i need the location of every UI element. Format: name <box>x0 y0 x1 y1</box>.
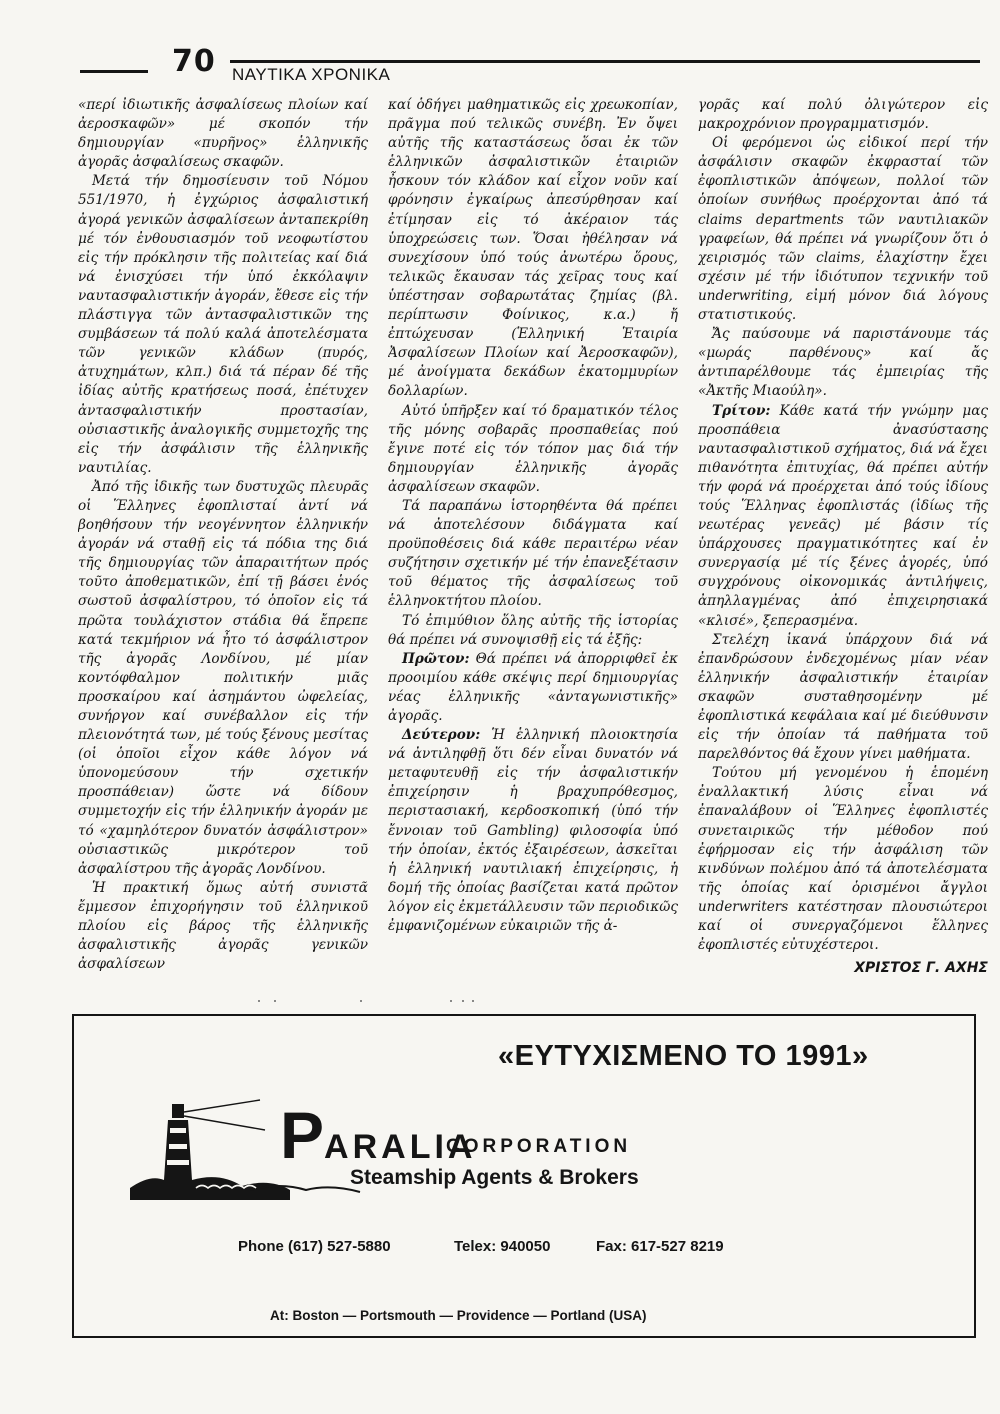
paragraph: Ἡ πρακτική ὅμως αὐτή συνιστᾶ ἔμμεσον ἐπιχορήγησιν τοῦ ἑλληνικοῦ πλοίου εἰς βάρος τῆς ἑλληνικῆς ἀσφαλιστικῆς ἀγορᾶς γενικῶν ἀσφαλίσεων <box>78 879 368 973</box>
point-first <box>388 650 678 726</box>
point-text: Θά πρέπει νά ἀπορριφθεῖ ἐκ προοιμίου κάθε σκέψις περί δημιουργίας νέας ἑλληνικῆς «ἀνταγωνιστικῆς» ἀγορᾶς. <box>388 650 678 724</box>
publication-title: ΝΑΥΤΙΚΑ ΧΡΟΝΙΚΑ <box>232 65 391 84</box>
paragraph: καί ὁδήγει μαθηματικῶς εἰς χρεωκοπίαν, πρᾶγμα πού τελικῶς συνέβη. Ἐν ὄψει αὐτῆς τῆς καταστάσεως ὅσαι ἐκ τῶν ἑλληνικῶν ἀσφαλιστικῶν ἑταιριῶν ἦσκουν τόν κλάδον καί εἶχον νοῦν καί φρόνησιν ἐγκαίρως ἀπεσύρθησαν καί ἐτίμησαν εἰς τό ἀκέραιον τάς ὑποχρεώσεις των. Ὅσαι ἠθέλησαν νά συνεχίσουν ὑπό τούς ἀνωτέρω ὅρους, τελικῶς ἔκαυσαν τάς χεῖρας τους καί ὑπέστησαν σοβαρωτάτας ζημίας (βλ. περίπτωσιν Φοίνικος, κ.α.) ἤ ἐπτώχευσαν (Ἑλληνική Ἑταιρία Ἀσφαλίσεων Πλοίων καί Ἀεροσκαφῶν), μέ ἀνοίγματα δεκάδων ἑκατομμυρίων δολλαρίων. <box>388 97 678 400</box>
paragraph: «περί ἰδιωτικῆς ἀσφαλίσεως πλοίων καί ἀεροσκαφῶν» μέ σκοπόν τήν δημιουργίαν «πυρῆνος» ἑλληνικῆς ἀγορᾶς ἀσφαλίσεως σκαφῶν. <box>78 97 368 171</box>
fax-number: Fax: 617-527 8219 <box>596 1238 724 1255</box>
ad-tagline: Steamship Agents & Brokers <box>350 1166 639 1189</box>
paragraph: Ἀπό τῆς ἰδικῆς των δυστυχῶς πλευρᾶς οἱ Ἕλληνες ἐφοπλισταί ἀντί νά βοηθήσουν τήν νεογέννητον ἑλληνικήν ἀγοράν νά σταθῇ εἰς τά πόδια της διά τῆς δημιουργίας τῶν ἀπαραιτήτων πρός τοῦτο ἀποθεματικῶν, ἐπί τῇ βάσει ἑνός σωστοῦ ἀσφαλίστρου, τό ὁποῖον εἰς τά πρῶτα τουλάχιστον στάδια θά ἔπρεπε κατά τεκμήριον νά ἦτο τό ἀσφάλιστρον τῆς ἀγορᾶς Λονδίνου, μέ μίαν κοντόφθαλμον πολιτικήν μιᾶς προσκαίρου καί ἀσημάντου ὠφελείας, συνήργον καί συνέβαλλον εἰς τήν πλειονότητά των, μέ τούς ξένους μεσίτας (οἱ ὁποῖοι εἶχον κάθε λόγον νά ὑπονομεύσουν τήν σχετικήν προσπάθειαν) ὥστε νά δίδουν συμμετοχήν εἰς τήν ἑλληνικήν ἀγοράν με τό «χαμηλότερον δυνατόν ἀσφάλιστρον» οὐσιαστικῶς μικρότερον τοῦ ἀσφαλίστρου τῆς ἀγορᾶς Λονδίνου. <box>78 478 368 877</box>
point-text: Κάθε κατά τήν γνώμην μας προσπάθεια ἀνασύστασης ναυτασφαλιστικοῦ σχήματος, διά νά ἔχει πιθανότητα ἐπιτυχίας, θά πρέπει αὐτήν τήν φορά νά προέρχεται ἀπό τούς ἰδίους τούς Ἕλληνας ἐφοπλιστάς (ἰδίως τῆς νεωτέρας γενεᾶς) μέ βάσιν τίς ὑπάρχουσες πραγματικότητες καί ἐν συνεργασίᾳ μέ τίς ξένες ἀγορές, ὑπό συγχρόνους οἰκονομικάς ἀντιλήψεις, ἀπηλλαγμένας ἀπό ἐπιχειρησιακά «κλισέ», ξεπερασμένα. <box>698 402 988 629</box>
paragraph: γορᾶς καί πολύ ὀλιγώτερον εἰς μακροχρόνιον προγραμματισμόν. <box>698 97 988 133</box>
telex-number: Telex: 940050 <box>454 1238 551 1255</box>
point-label: Δεύτερον: <box>402 727 481 744</box>
paragraph: Μετά τήν δημοσίευσιν τοῦ Νόμου 551/1970, ἡ ἐγχώριος ἀσφαλιστική ἀγορά γενικῶν ἀσφαλίσεων ἀνταπεκρίθη μέ τόν ἐνθουσιασμόν τοῦ νεοφωτίστου εἰς τήν πρόκλησιν τῆς πολιτείας καί διά νά ἐνισχύσει τήν ὑπό ἐκκόλαψιν ναυτασφαλιστικήν ἀγοράν, ἔθεσε εἰς τήν πλάστιγγα τῶν ἀντασφαλιστικῶν της συμβάσεων τά πολύ καλά ἀποτελέσματα τῶν γενικῶν κλάδων (πυρός, ἀτυχημάτων, κλπ.) διά τά πέραν δέ τῆς ἰδίας αὐτῆς κρατήσεως ποσά, ἐπέτυχεν ἀντασφαλιστικήν προστασίαν, οὐσιαστικῆς ἀναλογικῆς συμμετοχῆς της εἰς τήν ἀσφάλισιν τῆς ἑλληνικῆς ναυτιλίας. <box>78 173 368 476</box>
author-signature: ΧΡΙΣΤΟΣ Γ. ΑΧΗΣ <box>854 960 988 977</box>
office-locations: At: Boston — Portsmouth — Providence — Portland (USA) <box>270 1308 647 1323</box>
point-third <box>698 402 988 631</box>
page-number: 70 <box>172 44 216 79</box>
brand-suffix: CORPORATION <box>446 1136 632 1157</box>
paragraph: Τούτου μή γενομένου ἡ ἑπομένη ἐναλλακτική λύσις εἶναι νά ἐπαναλάβουν οἱ Ἕλληνες ἐφοπλιστές συνεταιρικῶς τήν μέθοδον πού ἐφήρμοσαν εἰς τήν ἀσφάλιση τῶν κινδύνων πολέμου ἀπό τά ἀποτελέσματα τῆς ὁποίας καί ὁρισμένοι ἄγγλοι underwriters κατέστησαν πλουσιώτεροι καί οἱ συνεργαζόμενοι ἕλληνες ἐφοπλιστές εὐτυχέστεροι. <box>698 765 988 954</box>
point-second <box>388 726 678 936</box>
article-column-3 <box>698 96 988 994</box>
brand-initial: P <box>280 1098 325 1172</box>
point-label: Τρίτον: <box>712 402 771 419</box>
paragraph: Ἄς παύσουμε νά παριστάνουμε τάς «μωράς παρθένους» καί ἄς ἀντιπαρέλθουμε τάς ἐμπειρίας τῆς «Ἀκτῆς Μιαούλη». <box>698 326 988 400</box>
point-text: Ἡ ἑλληνική πλοιοκτησία νά ἀντιληφθῇ ὅτι δέν εἶναι δυνατόν νά μεταφυτευθῇ εἰς τήν ἀσφαλιστικήν ἐπιχείρησιν ἡ βραχυπρόθεσμος, περιστασιακή, κερδοσκοπική (ὑπό τήν ἔννοιαν τοῦ Gambling) φιλοσοφία ὑπό τήν ὁποίαν, ἐκτός ἐξαιρέσεων, ἀσκεῖται ἡ ἑλληνική ναυτιλιακή ἐπιχείρησις, ἡ δομή τῆς ὁποίας βασίζεται κατά πρῶτον λόγον εἰς ἐκμετάλλευσιν τῶν περιοδικῶς ἐμφανιζομένων εὐκαιριῶν τῆς ἀ- <box>388 727 678 935</box>
header-rule-right <box>230 60 980 63</box>
header-rule-left <box>80 70 148 73</box>
paragraph: Οἱ φερόμενοι ὡς εἰδικοί περί τήν ἀσφάλισιν σκαφῶν ἐκφρασταί τῶν ἐφοπλιστικῶν ἀπόψεων, πολλοί τῶν ὁποίων συνήθως προέρχονται ἀπό τά claims departments τῶν ναυτιλιακῶν γραφείων, θά πρέπει νά γνωρίζουν ὅτι ὁ χειρισμός τῶν claims, ἐλαχίστην ἔχει σχέσιν μέ τήν ἰδιότυπον τεχνικήν τοῦ underwriting, εἰμή μόνον διά λόγους στατιστικούς. <box>698 135 988 324</box>
decorative-dots <box>200 1000 700 1008</box>
article-body <box>78 96 988 994</box>
page-header <box>80 44 980 88</box>
paragraph: Τό ἐπιμύθιον ὅλης αὐτῆς τῆς ἱστορίας θά πρέπει νά συνοψισθῇ εἰς τά ἑξῆς: <box>388 612 678 648</box>
article-column-2 <box>388 96 678 994</box>
advertisement-box <box>72 1014 976 1338</box>
brand-logo <box>280 1098 477 1172</box>
paragraph: Αὐτό ὑπῆρξεν καί τό δραματικόν τέλος τῆς μόνης σοβαρᾶς προσπαθείας πού ἔγινε ποτέ εἰς τόν τόπον μας διά τήν δημιουργίαν ἑλληνικῆς ἀγορᾶς ἀσφαλίσεων σκαφῶν. <box>388 402 678 495</box>
point-label: Πρῶτον: <box>402 650 470 667</box>
article-column-1 <box>78 96 368 994</box>
paragraph: Τά παραπάνω ἱστορηθέντα θά πρέπει νά ἀποτελέσουν διδάγματα καί προϋποθέσεις διά κάθε περαιτέρω νέαν συζήτησιν σχετικήν μέ τήν ἐπανεξέτασιν τοῦ θέματος τῆς ἀσφαλίσεως τοῦ ἑλληνοκτήτου πλοίου. <box>388 497 678 610</box>
brand-name: ARALIA <box>324 1128 477 1166</box>
paragraph: Στελέχη ἱκανά ὑπάρχουν διά νά ἐπανδρώσουν ἐνδεχομένως μίαν νέαν ἑλληνικήν ἀσφαλιστικήν ἑταιρίαν σκαφῶν συσταθησομένην μέ ἐφοπλιστικά κεφάλαια καί μέ διεύθυνσιν εἰς τήν ὁποίαν τά παθήματα τοῦ παρελθόντος θά ἔχουν γίνει μαθήματα. <box>698 631 988 763</box>
phone-number: Phone (617) 527-5880 <box>238 1238 391 1255</box>
ad-headline: «ΕΥΤΥΧΙΣΜΕΝΟ ΤΟ 1991» <box>498 1040 869 1072</box>
